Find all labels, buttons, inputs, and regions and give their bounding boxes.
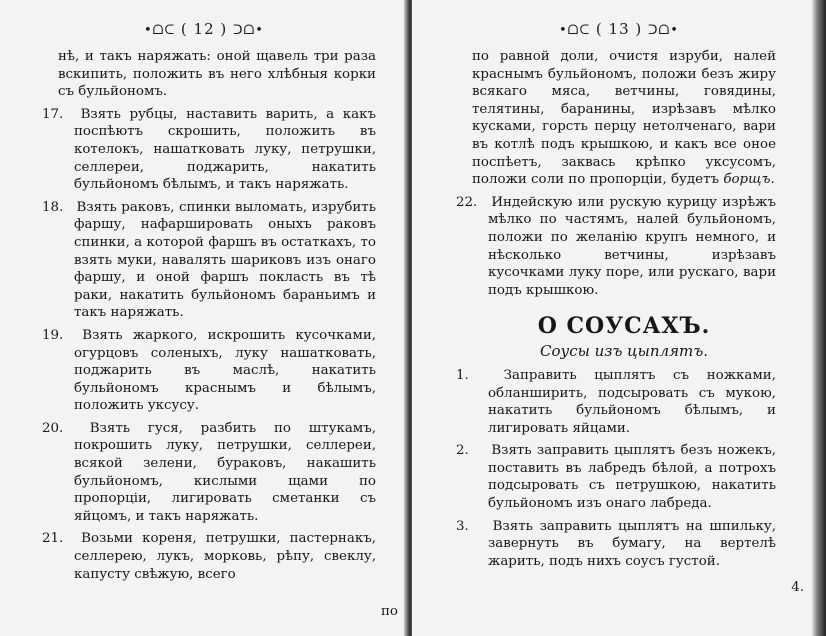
borsch-word: борщъ. — [723, 172, 775, 188]
recipe-18: 18. Взять раковъ, спинки выломать, изрубить фаршу, нафаршировать оныхъ раковъ спинки, а которой фаршъ въ остаткахъ, то взять муки, навалять шариковъ изъ онаго фаршу, и оной фаршъ покласть въ тѣ раки, накатить бульйономъ бараньимъ и такъ наряжать. — [42, 199, 377, 321]
recipe-19: 19. Взять жаркого, искрошить кусочками, огурцовъ соленыхъ, луку нашатковать, поджарить въ маслѣ, накатить бульйономъ краснымъ и бѣлымъ, положить уксусу. — [42, 327, 377, 414]
page-number: ( 12 ) — [180, 20, 228, 38]
recipe-22: 22. Индейскую или рускую курицу изрѣжъ мѣлко по частямъ, налей бульйономъ, положи по желанію крупъ немного, и нѣсколько ветчины, изрѣзавъ кусочками луку поре, или рускаго, вари подъ крышкою. — [456, 194, 776, 298]
left-ornament-icon: •ᗝᑕ — [144, 23, 176, 38]
right-ornament-icon: ᑐᗝ• — [648, 23, 679, 38]
right-page-header — [412, 20, 826, 38]
recipe-20: 20. Взять гуся, разбить по штукамъ, покрошить луку, петрушки, селлереи, всякой зелени, бураковъ, накашить бульйономъ, кислыми щами по пропорціи, лигировать сметанки съ яйцомъ, и такъ наряжать. — [42, 420, 376, 524]
sauce-3: 3. Взять заправить цыплятъ на шпильку, завернуть въ бумагу, на вертелѣ жарить, подъ нихъ соусъ густой. — [456, 518, 776, 569]
left-page — [0, 0, 408, 636]
paragraph-continued: нѣ, и такъ наряжать: оной щавель три раза вскипить, положить въ него хлѣбныя корки съ бульйономъ. — [58, 49, 376, 100]
sauce-2: 2. Взять заправить цыплятъ безъ ножекъ, поставить въ лабредъ бѣлой, а потрохъ подсыровать съ петрушкою, накатить бульйономъ изъ онаго лабреда. — [456, 443, 776, 512]
left-page-text — [42, 48, 377, 588]
recipe-17: 17. Взять рубцы, наставить варить, а какъ поспѣютъ скрошить, положить въ котелокъ, нашатковать луку, петрушки, селлереи, поджарить, накатить бульйономъ бѣлымъ, и такъ наряжать. — [42, 106, 376, 193]
right-page — [412, 0, 826, 636]
left-ornament-icon: •ᗝᑕ — [559, 23, 591, 38]
signature-mark: 4. — [791, 580, 804, 595]
right-edge-shadow — [812, 0, 826, 636]
sauce-1: 1. Заправить цыплятъ съ ножками, обланширить, подсыровать съ мукою, накатить бульйономъ бѣлымъ, и лигировать яйцами. — [456, 367, 776, 436]
right-page-text — [456, 48, 776, 575]
recipe-21: 21. Возьми кореня, петрушки, пастернакъ, селлерею, лукъ, морковь, рѣпу, свеклу, капусту свѣжую, всего — [42, 531, 376, 582]
left-page-header — [0, 20, 408, 38]
paragraph-continued: по равной доли, очистя изруби, налей краснымъ бульйономъ, положи безъ жиру всякаго мяса, ветчины, говядины, телятины, баранины, изрѣзавъ мѣлко кусками, горсть перцу нетолченаго, вари въ котлѣ подъ крышкою, и какъ все оное поспѣетъ, заквась крѣпко уксусомъ, положи соли по пропорціи, будетъ борщъ. — [472, 49, 776, 188]
section-subtitle: Соусы изъ цыплятъ. — [539, 342, 709, 361]
right-ornament-icon: ᑐᗝ• — [233, 23, 264, 38]
section-title: О СОУСАХЪ. — [537, 313, 711, 340]
page-number: ( 13 ) — [595, 20, 643, 38]
catchword: по — [381, 604, 398, 619]
